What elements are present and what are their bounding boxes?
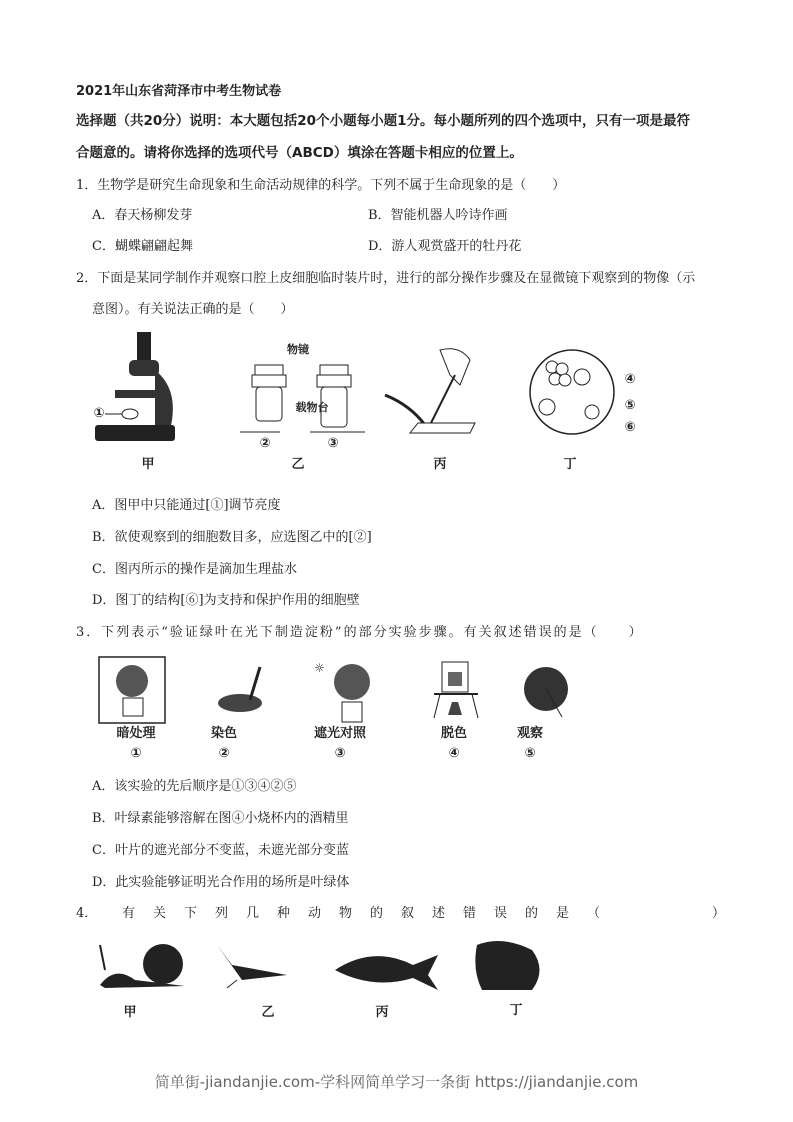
q1-option-d: D．游人观赏盛开的牡丹花 (368, 239, 522, 254)
q4-stem-end: ） (712, 906, 726, 921)
q3-step-4-label: 脱色 (440, 726, 467, 741)
q2-option-c: C．图丙所示的操作是滴加生理盐水 (92, 562, 297, 577)
q3-option-c: C．叶片的遮光部分不变蓝，未遮光部分变蓝 (92, 843, 349, 858)
q2-option-b: B．欲使观察到的细胞数目多，应选图乙中的[②] (92, 530, 372, 545)
footer-watermark: 简单街-jiandanjie.com-学科网简单学习一条街 https://jiandanjie.com (154, 1073, 639, 1091)
svg-text:☼: ☼ (314, 661, 325, 675)
q4-stem: 有关下列几种动物的叙述错误的是（ (122, 906, 619, 921)
q3-step-5-num: ⑤ (524, 746, 536, 761)
q3-step-2-num: ② (218, 746, 230, 761)
grasshopper-figure (212, 940, 292, 990)
q3-step-3-num: ③ (334, 746, 346, 761)
figure-4-marker: ④ (624, 372, 636, 387)
q2-option-d: D．图丁的结构[⑥]为支持和保护作用的细胞壁 (92, 593, 360, 608)
figure-6-marker: ⑥ (624, 420, 636, 435)
fish-figure (333, 940, 443, 1000)
dropper-figure (380, 345, 480, 435)
snail-figure (95, 940, 190, 990)
objective-lens-figure (240, 345, 370, 445)
q2-stem-2: 意图）。有关说法正确的是（ ） (92, 302, 294, 317)
objective-label: 物镜 (287, 343, 309, 356)
microscope-figure (85, 330, 185, 450)
q3-step-1-label: 暗处理 (116, 726, 156, 741)
q3-step-3-label: 遮光对照 (313, 726, 366, 741)
caption-jia: 甲 (141, 457, 155, 472)
q3-option-b: B．叶绿素能够溶解在图④小烧杯内的酒精里 (92, 811, 349, 826)
figure-3-marker: ③ (327, 436, 339, 451)
frog-figure (472, 935, 547, 995)
q3-option-d: D．此实验能够证明光合作用的场所是叶绿体 (92, 875, 350, 890)
q4-caption-jia: 甲 (123, 1005, 137, 1020)
figure-5-marker: ⑤ (624, 398, 636, 413)
q3-step-2-label: 染色 (210, 726, 237, 741)
cell-view-figure (527, 347, 617, 437)
q3-stem: 3．下列表示“验证绿叶在光下制造淀粉”的部分实验步骤。有关叙述错误的是（ ） (76, 625, 644, 640)
decolorizing-figure (432, 660, 482, 720)
observed-leaf-figure (522, 665, 572, 720)
q2-option-a: A．图甲中只能通过[①]调节亮度 (92, 498, 281, 513)
light-contrast-figure (312, 660, 382, 725)
stage-label: 载物台 (295, 401, 329, 414)
q2-stem-1: 2．下面是某同学制作并观察口腔上皮细胞临时装片时，进行的部分操作步骤及在显微镜下观察到的物像（示 (76, 271, 696, 286)
q4-stem-number: 4． (76, 906, 98, 921)
q1-option-c: C．蝴蝶翩翩起舞 (92, 239, 193, 254)
q4-caption-yi: 乙 (261, 1005, 275, 1020)
caption-bing: 丙 (433, 457, 447, 472)
staining-figure (215, 665, 265, 715)
q3-step-4-num: ④ (448, 746, 460, 761)
page-title: 2021年山东省菏泽市中考生物试卷 (76, 84, 282, 99)
q3-step-5-label: 观察 (516, 726, 543, 741)
q3-option-a: A．该实验的先后顺序是①③④②⑤ (92, 779, 297, 794)
q4-caption-bing: 丙 (375, 1005, 389, 1020)
instructions-line-2: 合题意的。请将你选择的选项代号（ABCD）填涂在答题卡相应的位置上。 (76, 145, 523, 161)
q1-option-b: B．智能机器人吟诗作画 (368, 208, 508, 223)
q3-step-1-num: ① (130, 746, 142, 761)
q4-caption-ding: 丁 (509, 1003, 523, 1018)
figure-2-marker: ② (259, 436, 271, 451)
caption-yi: 乙 (291, 457, 305, 472)
caption-ding: 丁 (563, 457, 577, 472)
figure-1-marker: ① (93, 406, 105, 421)
q1-stem: 1．生物学是研究生命现象和生命活动规律的科学。下列不属于生命现象的是（ ） (76, 178, 566, 193)
dark-treatment-figure (98, 656, 166, 724)
instructions-line-1: 选择题（共20分）说明：本大题包括20个小题每小题1分。每小题所列的四个选项中，只有一项是最符 (76, 113, 690, 129)
q1-option-a: A．春天杨柳发芽 (92, 208, 193, 223)
